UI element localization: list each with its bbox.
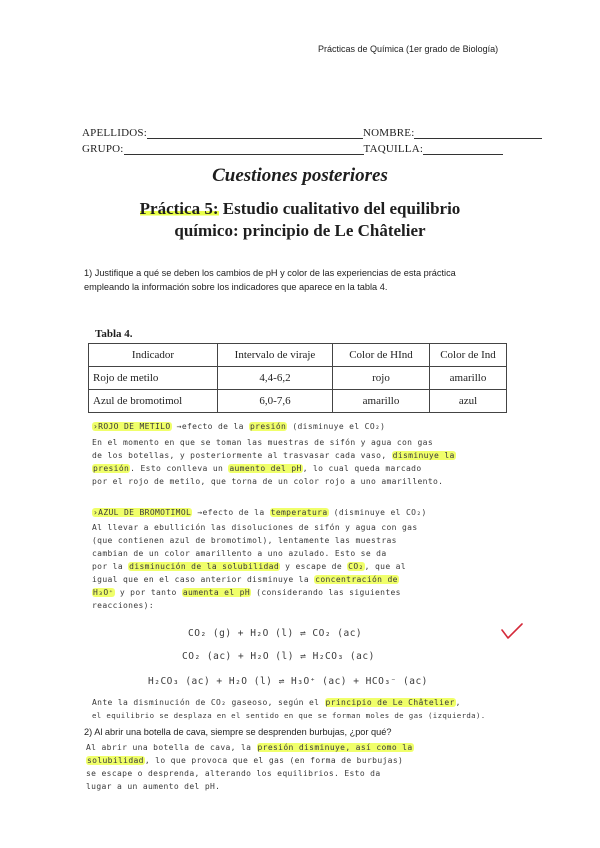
answer2-line-2: solubilidad, lo que provoca que el gas (en forma de burbujas) bbox=[87, 756, 404, 765]
practica-title bbox=[120, 198, 480, 242]
azul-heading-label: ›AZUL DE BROMOTIMOL bbox=[93, 508, 192, 517]
azul-line-4: por la disminución de la solubilidad y escape de CO₂, que al bbox=[92, 562, 407, 571]
cell-indicator: Azul de bromotimol bbox=[89, 390, 218, 413]
azul-line-7: reacciones): bbox=[92, 601, 154, 610]
section-title: Cuestiones posteriores bbox=[212, 165, 388, 186]
conclusion-line-1: Ante la disminución de CO₂ gaseoso, según el principio de Le Châtelier, bbox=[92, 698, 461, 707]
answer2-line-1: Al abrir una botella de cava, la presión disminuye, así como la bbox=[86, 743, 413, 752]
grupo-label: GRUPO: bbox=[82, 143, 124, 155]
cell-color-ind: amarillo bbox=[430, 367, 507, 390]
azul-heading: ›AZUL DE BROMOTIMOL →efecto de la temperatura (disminuye el CO₂) bbox=[93, 508, 427, 517]
nombre-label: NOMBRE: bbox=[362, 127, 415, 139]
nombre-line[interactable] bbox=[414, 128, 542, 139]
question-1-line1: 1) Justifique a qué se deben los cambios de pH y color de las experiencias de esta práctica bbox=[84, 268, 456, 278]
practica-title-line2: químico: principio de Le Châtelier bbox=[174, 221, 426, 240]
course-header: Prácticas de Química (1er grado de Biología) bbox=[318, 44, 499, 54]
cell-range: 4,4-6,2 bbox=[218, 367, 333, 390]
rojo-heading-highlight: presión bbox=[250, 422, 287, 431]
rojo-line-2: de los botellas, y posteriormente al trasvasar cada vaso, disminuye la bbox=[92, 451, 455, 460]
apellidos-label: APELLIDOS: bbox=[82, 127, 147, 139]
conclusion-line-2: el equilibrio se desplaza en el sentido en que se forman moles de gas (izquierda). bbox=[92, 711, 486, 720]
equation-2: CO₂ (ac) + H₂O (l) ⇌ H₂CO₃ (ac) bbox=[182, 651, 375, 662]
header-color-hind: Color de HInd bbox=[333, 344, 430, 367]
rojo-line-3: presión. Esto conlleva un aumento del pH, lo cual queda marcado bbox=[93, 464, 422, 473]
grupo-line[interactable] bbox=[124, 144, 364, 155]
rojo-line-4: por el rojo de metilo, que torna de un color rojo a uno amarillento. bbox=[92, 477, 444, 486]
cell-indicator: Rojo de metilo bbox=[89, 367, 218, 390]
equation-3: H₂CO₃ (ac) + H₂O (l) ⇌ H₃O⁺ (ac) + HCO₃⁻ (ac) bbox=[148, 676, 428, 687]
equation-1: CO₂ (g) + H₂O (l) ⇌ CO₂ (ac) bbox=[188, 628, 363, 639]
table-row bbox=[89, 367, 507, 390]
azul-line-3: cambian de un color amarillento a uno azulado. Esto se da bbox=[92, 549, 387, 558]
table-caption: Tabla 4. bbox=[95, 328, 133, 340]
question-1 bbox=[84, 266, 456, 294]
check-mark-icon bbox=[500, 622, 524, 642]
azul-heading-highlight: temperatura bbox=[270, 508, 328, 517]
azul-line-5: igual que en el caso anterior disminuye la concentración de bbox=[92, 575, 398, 584]
question-1-line2: empleando la información sobre los indicadores que aparece en la tabla 4. bbox=[84, 282, 388, 292]
rojo-heading: ›ROJO DE METILO →efecto de la presión (disminuye el CO₂) bbox=[93, 422, 386, 431]
taquilla-label: TAQUILLA: bbox=[363, 143, 424, 155]
practica-title-line1: Estudio cualitativo del equilibrio bbox=[218, 199, 461, 218]
table-row bbox=[89, 390, 507, 413]
table-header-row bbox=[89, 344, 507, 367]
azul-line-2: (que contienen azul de bromotimol), lentamente las muestras bbox=[92, 536, 397, 545]
indicator-table bbox=[88, 343, 507, 413]
practica-label: Práctica 5: bbox=[139, 199, 219, 218]
header-intervalo: Intervalo de viraje bbox=[218, 344, 333, 367]
answer2-line-3: se escape o desprenda, alterando los equilibrios. Esto da bbox=[86, 769, 381, 778]
cell-color-ind: azul bbox=[430, 390, 507, 413]
cell-range: 6,0-7,6 bbox=[218, 390, 333, 413]
header-indicador: Indicador bbox=[89, 344, 218, 367]
student-fields bbox=[82, 123, 562, 155]
cell-color-hind: rojo bbox=[333, 367, 430, 390]
cell-color-hind: amarillo bbox=[333, 390, 430, 413]
rojo-line-1: En el momento en que se toman las muestras de sifón y agua con gas bbox=[92, 438, 433, 447]
azul-line-1: Al llevar a ebullición las disoluciones de sifón y agua con gas bbox=[92, 523, 418, 532]
apellidos-line[interactable] bbox=[147, 128, 363, 139]
question-2: 2) Al abrir una botella de cava, siempre se desprenden burbujas, ¿por qué? bbox=[84, 727, 392, 737]
rojo-heading-label: ›ROJO DE METILO bbox=[93, 422, 171, 431]
taquilla-line[interactable] bbox=[423, 144, 503, 155]
answer2-line-4: lugar a un aumento del pH. bbox=[86, 782, 221, 791]
header-color-ind: Color de Ind bbox=[430, 344, 507, 367]
azul-line-6: H₃O⁺ y por tanto aumenta el pH (considerando las siguientes bbox=[93, 588, 401, 597]
